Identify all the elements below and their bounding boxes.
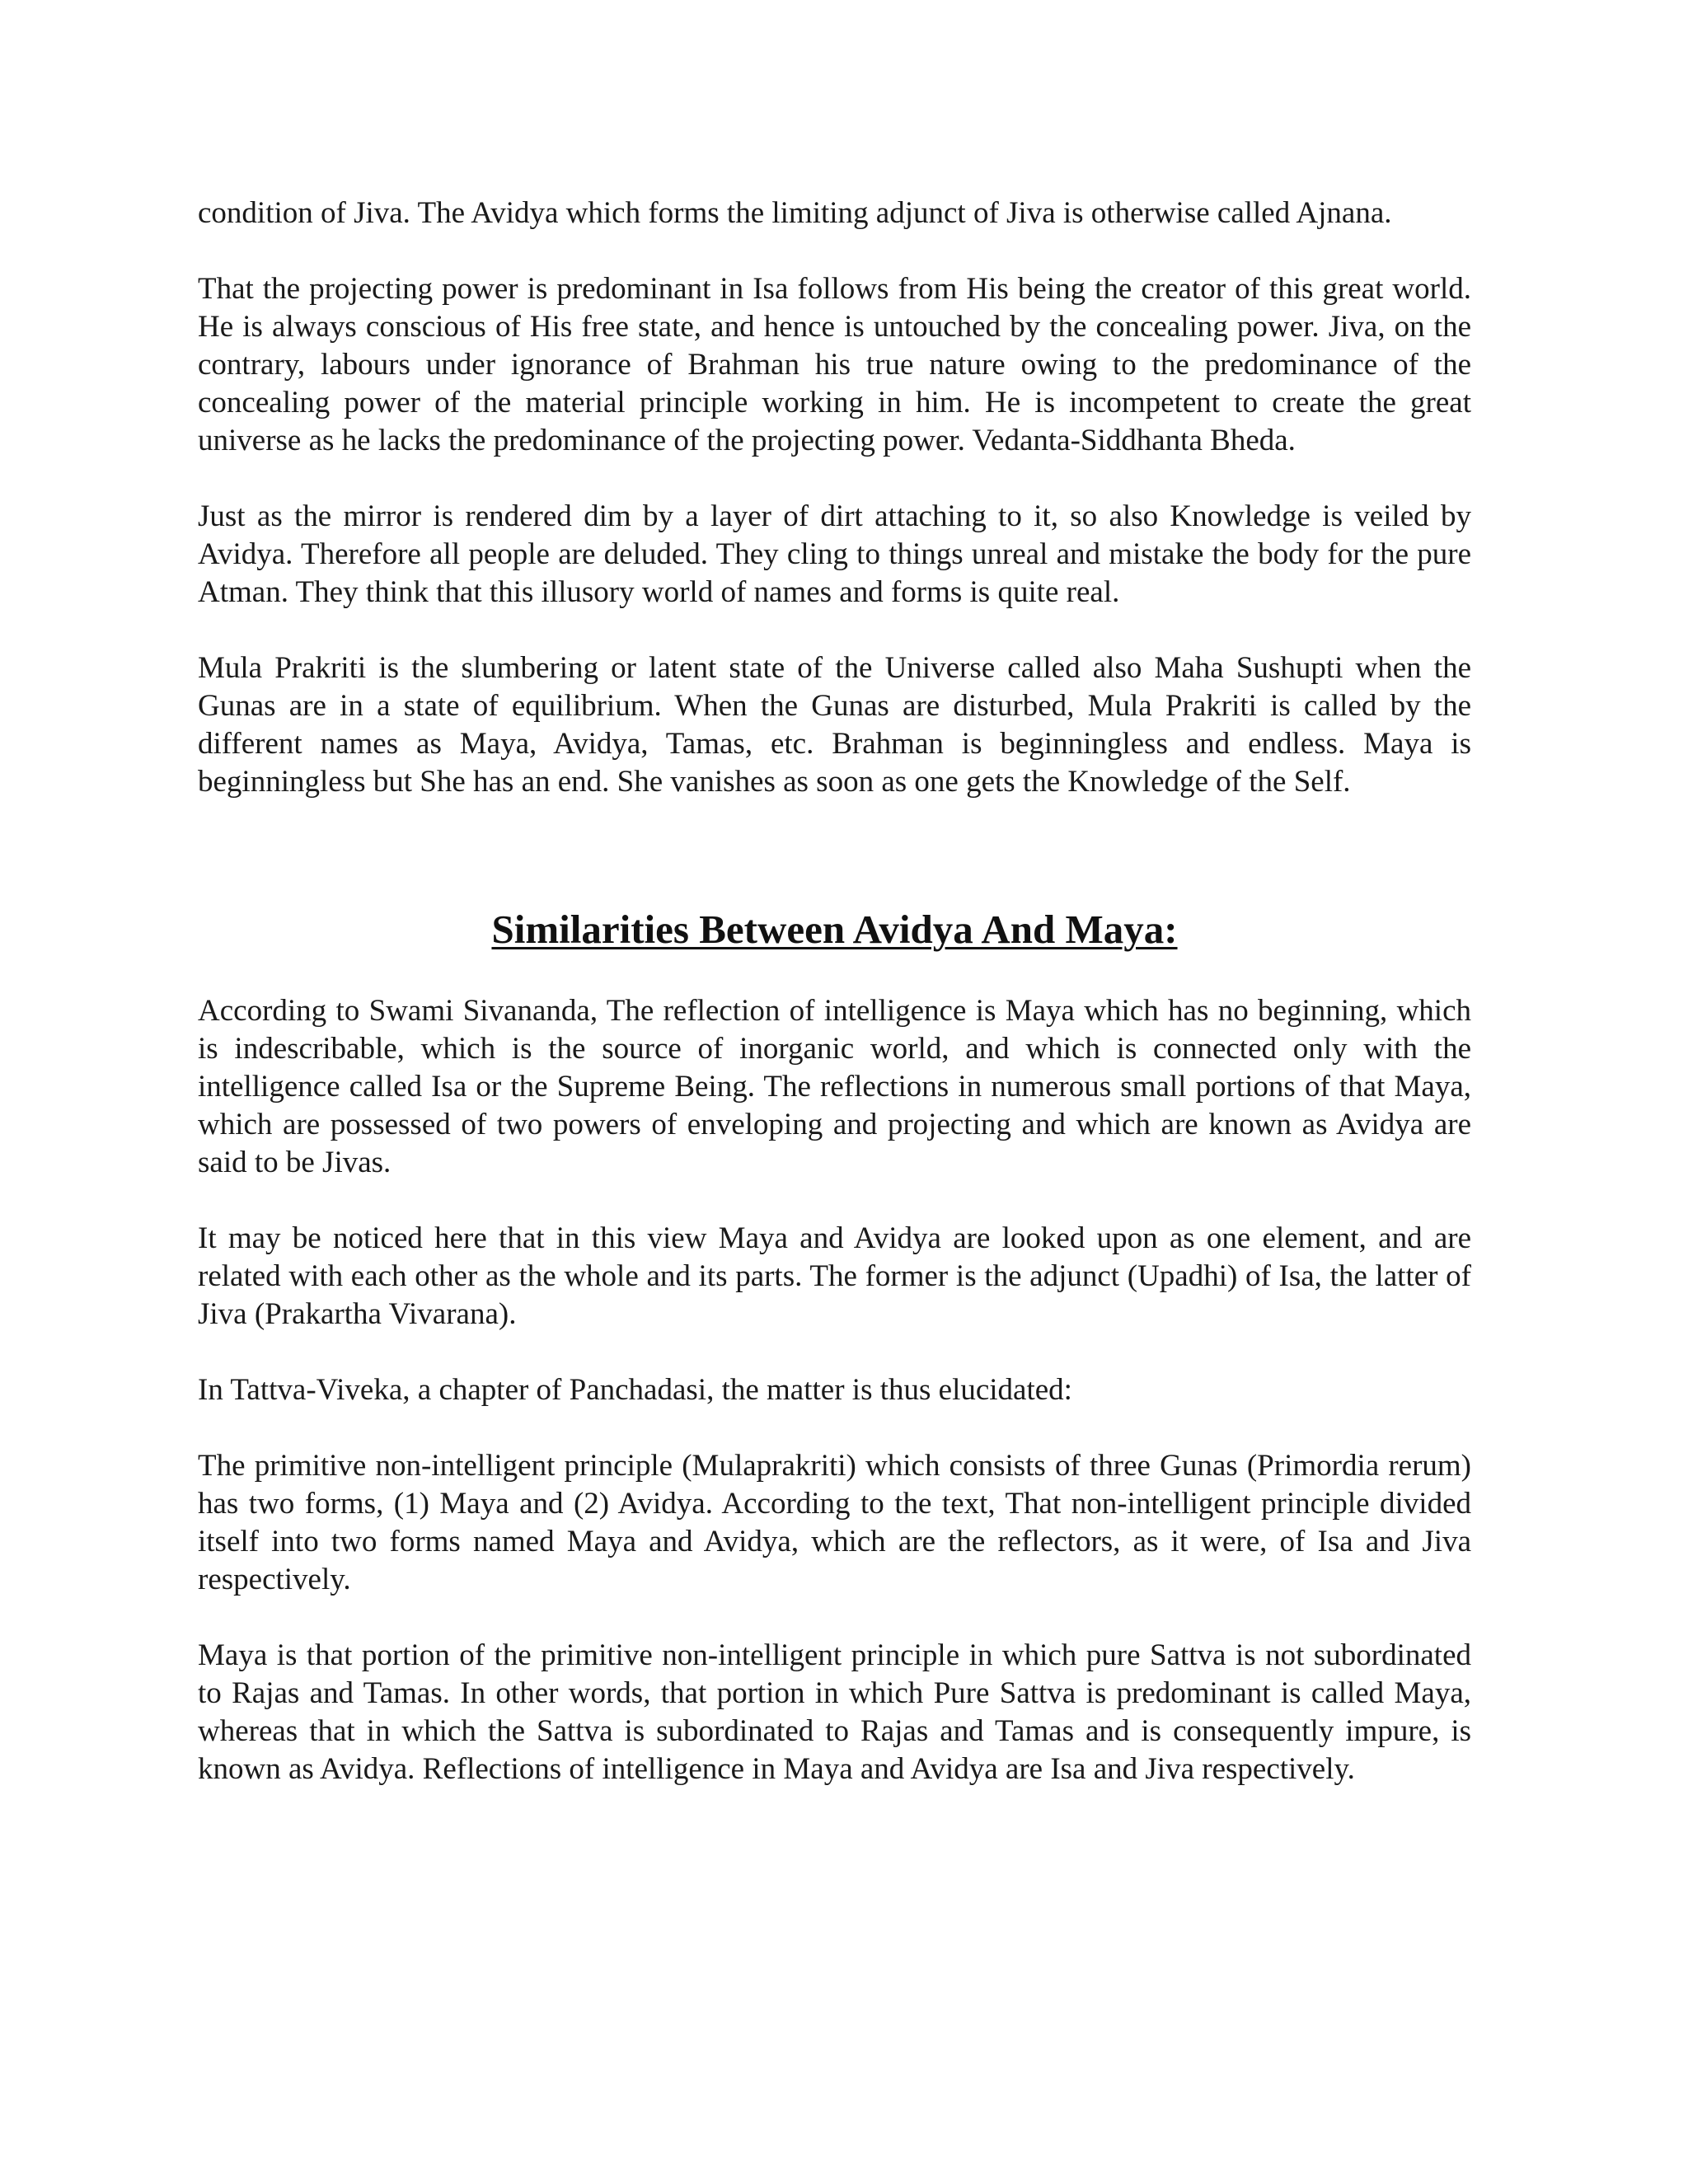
paragraph-avidya-ajnana: condition of Jiva. The Avidya which forms the limiting adjunct of Jiva is otherwise called Ajnana. — [198, 196, 1392, 230]
paragraph-primitive-principle: The primitive non-intelligent principle (Mulaprakriti) which consists of three Gunas (Primordia rerum) has two forms, (1) Maya and (2) Avidya. According to the text, That non-intelligent principle divided itself into two forms named Maya and Avidya, which are the reflectors, as it were, of Isa and Jiva respectively. — [198, 1449, 1471, 1596]
page-body — [198, 194, 1471, 1826]
paragraph-projecting-power: That the projecting power is predominant in Isa follows from His being the creator of this great world. He is always conscious of His free state, and hence is untouched by the concealing power. Jiva, on the contrary, labours under ignorance of Brahman his true nature owing to the predominance of the concealing power of the material principle working in him. He is incompetent to create the great universe as he lacks the predominance of the projecting power. Vedanta-Siddhanta Bheda. — [198, 272, 1471, 457]
paragraph-sivananda: According to Swami Sivananda, The reflection of intelligence is Maya which has no beginning, which is indescribable, which is the source of inorganic world, and which is connected only with the intelligence called Isa or the Supreme Being. The reflections in numerous small portions of that Maya, which are possessed of two powers of enveloping and projecting and which are known as Avidya are said to be Jivas. — [198, 994, 1471, 1179]
paragraph-mula-prakriti: Mula Prakriti is the slumbering or latent state of the Universe called also Maha Sushupti when the Gunas are in a state of equilibrium. When the Gunas are disturbed, Mula Prakriti is called by the different names as Maya, Avidya, Tamas, etc. Brahman is beginningless and endless. Maya is beginningless but She has an end. She vanishes as soon as one gets the Knowledge of the Self. — [198, 651, 1471, 799]
paragraph-tattva-viveka: In Tattva-Viveka, a chapter of Panchadasi, the matter is thus elucidated: — [198, 1373, 1072, 1407]
paragraph-maya-portion: Maya is that portion of the primitive non-intelligent principle in which pure Sattva is not subordinated to Rajas and Tamas. In other words, that portion in which Pure Sattva is predominant is called Maya, whereas that in which the Sattva is subordinated to Rajas and Tamas and is consequently impure, is known as Avidya. Reflections of intelligence in Maya and Avidya are Isa and Jiva respectively. — [198, 1638, 1471, 1786]
section-heading: Similarities Between Avidya And Maya: — [491, 907, 1178, 952]
paragraph-one-element: It may be noticed here that in this view Maya and Avidya are looked upon as one element, and are related with each other as the whole and its parts. The former is the adjunct (Upadhi) of Isa, the latter of Jiva (Prakartha Vivarana). — [198, 1221, 1471, 1331]
paragraph-mirror-analogy: Just as the mirror is rendered dim by a layer of dirt attaching to it, so also Knowledge is veiled by Avidya. Therefore all people are deluded. They cling to things unreal and mistake the body for the pure Atman. They think that this illusory world of names and forms is quite real. — [198, 499, 1471, 609]
